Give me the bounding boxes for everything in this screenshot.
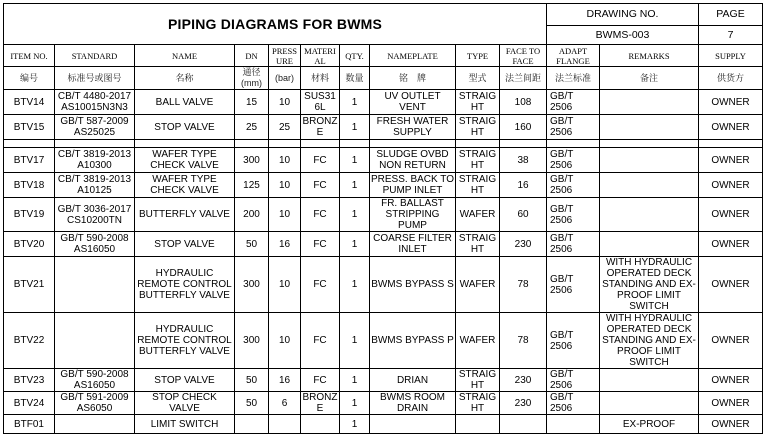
cell-type: WAFER [456, 313, 500, 369]
cell-type: STRAIGHT [456, 173, 500, 198]
cell-remarks [600, 90, 699, 115]
cell-supply [699, 140, 763, 148]
cell-standard: CB/T 4480-2017 AS10015N3N3 [55, 90, 135, 115]
cell-type: STRAIGHT [456, 369, 500, 392]
column-header-name: NAME [135, 45, 235, 67]
cell-pressure: 10 [269, 173, 301, 198]
cell-dn: 300 [235, 148, 269, 173]
cell-name [135, 140, 235, 148]
cell-material: FC [301, 257, 340, 313]
cell-face: 230 [500, 232, 547, 257]
table-row [4, 392, 763, 415]
cell-supply: OWNER [699, 90, 763, 115]
cell-pressure: 10 [269, 148, 301, 173]
cell-remarks: WITH HYDRAULIC OPERATED DECK STANDING AND EX-PROOF LIMIT SWITCH [600, 257, 699, 313]
cell-supply: OWNER [699, 115, 763, 140]
cell-supply: OWNER [699, 232, 763, 257]
cell-name: BUTTERFLY VALVE [135, 198, 235, 232]
column-header-material: MATERIAL [301, 45, 340, 67]
cell-material: BRONZE [302, 392, 338, 414]
cell-dn: 200 [235, 198, 269, 232]
cell-face: 16 [500, 173, 547, 198]
cell-flange: GB/T 2506 [547, 313, 600, 369]
cell-standard [55, 313, 135, 369]
cell-item: BTV14 [4, 90, 55, 115]
cell-standard: GB/T 3036-2017 CS10200TN [55, 198, 135, 232]
cell-nameplate: FRESH WATER SUPPLY [370, 115, 456, 140]
column-header-item-no: ITEM NO. [4, 45, 55, 67]
cell-dn: 50 [235, 392, 269, 415]
cell-supply: OWNER [699, 257, 763, 313]
column-header-cn-3: 通径 (mm) [235, 67, 269, 90]
cell-face [500, 415, 547, 434]
cell-item: BTV19 [4, 198, 55, 232]
cell-dn: 300 [235, 257, 269, 313]
cell-standard: GB/T 587-2009 AS25025 [55, 115, 135, 140]
cell-flange [547, 140, 600, 148]
column-header-cn-row [4, 67, 763, 90]
cell-type [456, 140, 500, 148]
cell-dn [235, 140, 269, 148]
cell-pressure: 25 [269, 115, 301, 140]
cell-material [301, 415, 340, 434]
cell-name: STOP VALVE [135, 115, 235, 140]
cell-standard: CB/T 3819-2013 A10125 [55, 173, 135, 198]
cell-supply: OWNER [699, 148, 763, 173]
cell-remarks: WITH HYDRAULIC OPERATED DECK STANDING AND EX-PROOF LIMIT SWITCH [600, 313, 699, 369]
cell-pressure: 6 [269, 392, 301, 415]
cell-remarks [600, 198, 699, 232]
column-header-cn-12: 供货方 [699, 67, 763, 90]
cell-supply: OWNER [699, 369, 763, 392]
cell-qty: 1 [340, 415, 370, 434]
cell-remarks [600, 232, 699, 257]
column-header-pressure: PRESSURE [269, 45, 301, 67]
cell-flange: GB/T 2506 [547, 115, 600, 140]
table-row [4, 173, 763, 198]
cell-item [4, 140, 55, 148]
cell-name: WAFER TYPE CHECK VALVE [135, 148, 235, 173]
column-header-cn-2: 名称 [135, 67, 235, 90]
cell-pressure: 10 [269, 257, 301, 313]
table-row [4, 232, 763, 257]
cell-standard [55, 415, 135, 434]
cell-face: 38 [500, 148, 547, 173]
column-header-row [4, 45, 763, 67]
cell-nameplate: BWMS ROOM DRAIN [370, 392, 456, 415]
cell-pressure: 10 [269, 198, 301, 232]
cell-item: BTV20 [4, 232, 55, 257]
cell-dn: 50 [235, 232, 269, 257]
cell-qty: 1 [340, 173, 370, 198]
column-header-dn: DN [235, 45, 269, 67]
cell-flange: GB/T 2506 [547, 148, 600, 173]
cell-qty: 1 [340, 90, 370, 115]
cell-remarks [600, 369, 699, 392]
cell-nameplate: DRIAN [370, 369, 456, 392]
cell-qty: 1 [340, 198, 370, 232]
cell-material: FC [301, 313, 340, 369]
cell-pressure [269, 415, 301, 434]
cell-flange: GB/T 2506 [547, 232, 600, 257]
cell-material: FC [301, 148, 340, 173]
cell-face [500, 140, 547, 148]
cell-item: BTF01 [4, 415, 55, 434]
cell-dn: 125 [235, 173, 269, 198]
cell-type: STRAIGHT [456, 232, 500, 257]
cell-qty: 1 [340, 115, 370, 140]
cell-pressure: 10 [269, 313, 301, 369]
cell-material [301, 140, 340, 148]
cell-item: BTV15 [4, 115, 55, 140]
cell-item: BTV21 [4, 257, 55, 313]
cell-nameplate: BWMS BYPASS P [370, 313, 456, 369]
page-value: 7 [699, 26, 763, 45]
cell-flange: GB/T 2506 [547, 90, 600, 115]
cell-flange: GB/T 2506 [547, 173, 600, 198]
cell-face: 78 [500, 257, 547, 313]
cell-nameplate: COARSE FILTER INLET [370, 232, 456, 257]
cell-type: STRAIGHT [456, 148, 500, 173]
cell-dn: 50 [235, 369, 269, 392]
table-row [4, 313, 763, 369]
cell-qty: 1 [340, 392, 370, 415]
column-header-cn-10: 法兰标准 [547, 67, 600, 90]
table-row [4, 115, 763, 140]
cell-name: HYDRAULIC REMOTE CONTROL BUTTERFLY VALVE [135, 257, 235, 313]
cell-material: FC [301, 198, 340, 232]
cell-qty: 1 [340, 257, 370, 313]
column-header-cn-1: 标准号或图号 [55, 67, 135, 90]
table-row [4, 369, 763, 392]
cell-face: 78 [500, 313, 547, 369]
column-header-standard: STANDARD [55, 45, 135, 67]
cell-face: 230 [500, 369, 547, 392]
cell-remarks [600, 392, 699, 415]
cell-remarks [600, 140, 699, 148]
cell-face: 60 [500, 198, 547, 232]
table-row [4, 140, 763, 148]
cell-pressure: 16 [269, 369, 301, 392]
column-header-face-to-face: FACE TO FACE [500, 45, 547, 67]
table-row [4, 148, 763, 173]
table-row [4, 257, 763, 313]
cell-item: BTV22 [4, 313, 55, 369]
column-header-cn-0: 编号 [4, 67, 55, 90]
cell-supply: OWNER [699, 415, 763, 434]
column-header-cn-7: 铭 牌 [370, 67, 456, 90]
column-header-remarks: REMARKS [600, 45, 699, 67]
cell-dn: 15 [235, 90, 269, 115]
cell-standard: GB/T 591-2009 AS6050 [55, 392, 135, 415]
cell-qty: 1 [340, 148, 370, 173]
cell-nameplate: PRESS. BACK TO PUMP INLET [371, 174, 454, 196]
cell-nameplate: SLUDGE OVBD NON RETURN [370, 148, 456, 173]
cell-item: BTV17 [4, 148, 55, 173]
cell-remarks [600, 173, 699, 198]
column-header-qty: QTY. [340, 45, 370, 67]
cell-remarks [600, 115, 699, 140]
cell-dn [235, 415, 269, 434]
cell-name: STOP VALVE [135, 369, 235, 392]
column-header-adapt-flange: ADAPT FLANGE [547, 45, 600, 67]
cell-name: HYDRAULIC REMOTE CONTROL BUTTERFLY VALVE [135, 313, 235, 369]
cell-flange: GB/T 2506 [547, 392, 600, 415]
column-header-cn-11: 备注 [600, 67, 699, 90]
table-row [4, 198, 763, 232]
cell-name: STOP CHECK VALVE [135, 392, 235, 415]
cell-type: WAFER [456, 257, 500, 313]
cell-dn: 300 [235, 313, 269, 369]
cell-name: BALL VALVE [135, 90, 235, 115]
column-header-supply: SUPPLY [699, 45, 763, 67]
cell-supply: OWNER [699, 313, 763, 369]
cell-standard [55, 140, 135, 148]
column-header-type: TYPE [456, 45, 500, 67]
cell-pressure [269, 140, 301, 148]
cell-type: WAFER [456, 198, 500, 232]
cell-pressure: 16 [269, 232, 301, 257]
cell-standard: CB/T 3819-2013 A10300 [55, 148, 135, 173]
drawing-no-value: BWMS-003 [547, 26, 699, 45]
cell-standard: GB/T 590-2008 AS16050 [55, 232, 135, 257]
cell-item: BTV23 [4, 369, 55, 392]
cell-supply: OWNER [699, 392, 763, 415]
cell-dn: 25 [235, 115, 269, 140]
column-header-cn-9: 法兰间距 [500, 67, 547, 90]
cell-standard [55, 257, 135, 313]
document-title: PIPING DIAGRAMS FOR BWMS [4, 4, 547, 45]
cell-name: STOP VALVE [135, 232, 235, 257]
cell-type [456, 415, 500, 434]
cell-item: BTV24 [4, 392, 55, 415]
column-header-cn-6: 数量 [340, 67, 370, 90]
cell-qty [340, 140, 370, 148]
column-header-cn-4: (bar) [269, 67, 301, 90]
cell-flange: GB/T 2506 [547, 198, 600, 232]
column-header-cn-8: 型式 [456, 67, 500, 90]
cell-type: STRAIGHT [456, 392, 500, 415]
table-row [4, 90, 763, 115]
cell-remarks [600, 148, 699, 173]
cell-material: FC [301, 369, 340, 392]
cell-face: 160 [500, 115, 547, 140]
cell-nameplate [370, 140, 456, 148]
cell-type: STRAIGHT [456, 115, 500, 140]
cell-item: BTV18 [4, 173, 55, 198]
cell-flange: GB/T 2506 [547, 257, 600, 313]
cell-qty: 1 [340, 369, 370, 392]
page-label: PAGE [699, 4, 763, 26]
column-header-nameplate: NAMEPLATE [370, 45, 456, 67]
cell-supply: OWNER [699, 198, 763, 232]
cell-face: 108 [500, 90, 547, 115]
cell-pressure: 10 [269, 90, 301, 115]
table-row [4, 415, 763, 434]
cell-standard: GB/T 590-2008 AS16050 [55, 369, 135, 392]
cell-nameplate: BWMS BYPASS S [370, 257, 456, 313]
cell-nameplate: FR. BALLAST STRIPPING PUMP [370, 198, 456, 232]
cell-material: FC [301, 232, 340, 257]
cell-nameplate [370, 415, 456, 434]
cell-remarks: EX-PROOF [600, 415, 699, 434]
cell-flange [547, 415, 600, 434]
cell-qty: 1 [340, 232, 370, 257]
cell-name: WAFER TYPE CHECK VALVE [135, 173, 235, 198]
column-header-cn-5: 材料 [301, 67, 340, 90]
cell-material: BRONZE [302, 116, 338, 138]
cell-name: LIMIT SWITCH [135, 415, 235, 434]
drawing-no-label: DRAWING NO. [547, 4, 699, 26]
cell-flange: GB/T 2506 [547, 369, 600, 392]
cell-type: STRAIGHT [456, 90, 500, 115]
cell-material: SUS316L [301, 90, 340, 115]
cell-face: 230 [500, 392, 547, 415]
cell-nameplate: UV OUTLET VENT [370, 90, 456, 115]
bwms-piping-table [3, 3, 763, 434]
cell-qty: 1 [340, 313, 370, 369]
cell-supply: OWNER [699, 173, 763, 198]
cell-material: FC [301, 173, 340, 198]
